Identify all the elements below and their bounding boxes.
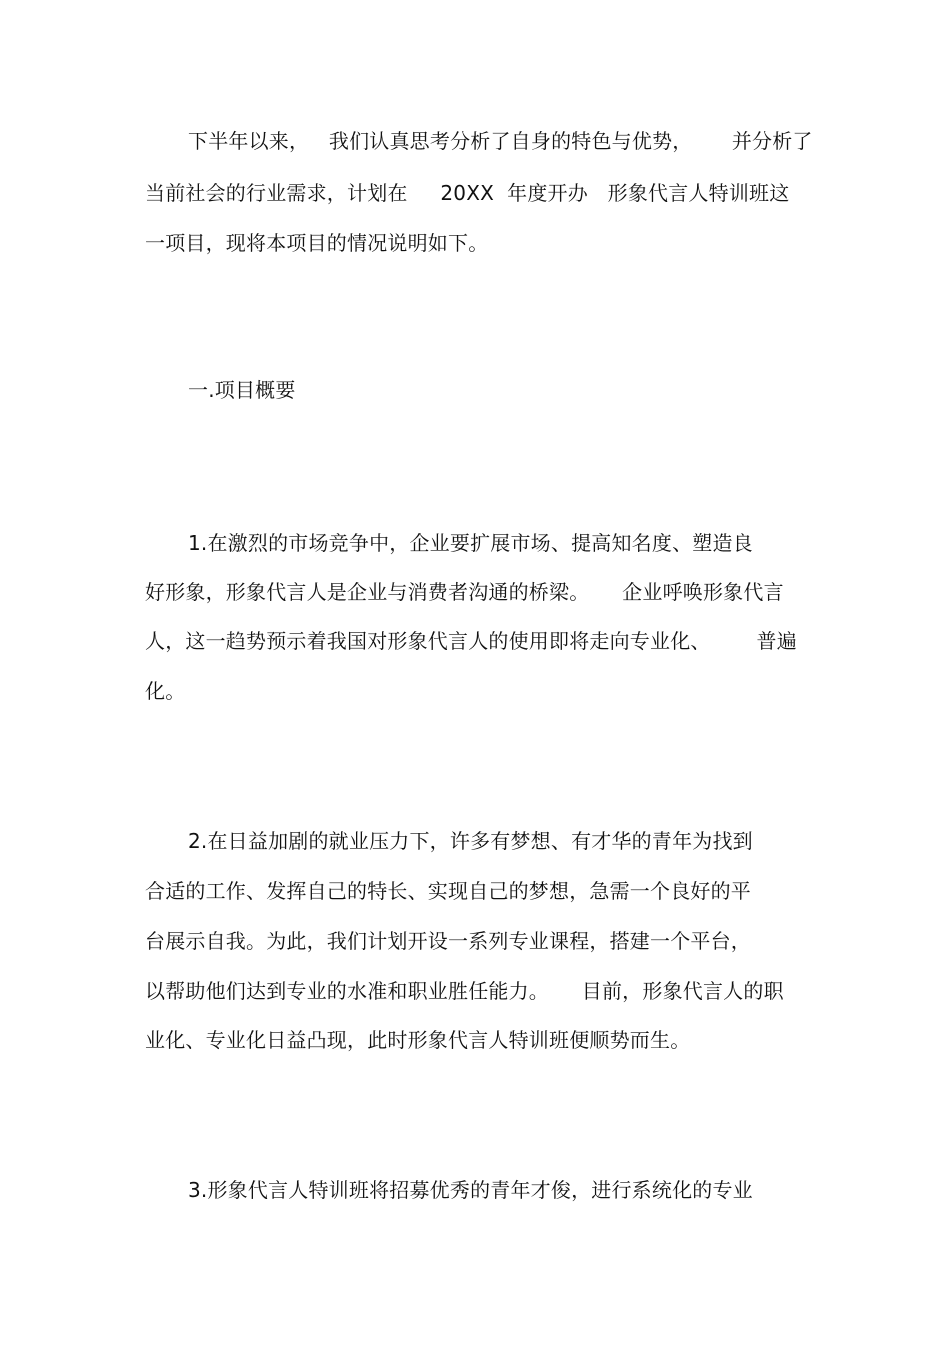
intro-line-3: 一项目，现将本项目的情况说明如下。 — [145, 231, 489, 255]
item2-line-1: 2.在日益加剧的就业压力下，许多有梦想、有才华的青年为找到 — [188, 829, 753, 853]
item2-line-4: 以帮助他们达到专业的水准和职业胜任能力。 目前，形象代言人的职 — [145, 979, 784, 1003]
intro-line-2: 当前社会的行业需求，计划在 20XX 年度开办 形象代言人特训班这 — [145, 181, 790, 205]
item1-line-3: 人，这一趋势预示着我国对形象代言人的使用即将走向专业化、 普遍 — [145, 629, 797, 653]
item1-line-4: 化。 — [145, 679, 186, 703]
item2-line-5: 业化、专业化日益凸现，此时形象代言人特训班便顺势而生。 — [145, 1028, 691, 1052]
section-heading: 一.项目概要 — [188, 378, 296, 402]
intro-line-1: 下半年以来， 我们认真思考分析了自身的特色与优势， 并分析了 — [188, 129, 813, 153]
item2-line-2: 合适的工作、发挥自己的特长、实现自己的梦想，急需一个良好的平 — [145, 879, 751, 903]
item1-line-1: 1.在激烈的市场竞争中，企业要扩展市场、提高知名度、塑造良 — [188, 531, 753, 555]
item1-line-2: 好形象，形象代言人是企业与消费者沟通的桥梁。 企业呼唤形象代言 — [145, 580, 784, 604]
item3-line-1: 3.形象代言人特训班将招募优秀的青年才俊，进行系统化的专业 — [188, 1178, 753, 1202]
item2-line-3: 台展示自我。为此，我们计划开设一系列专业课程，搭建一个平台， — [145, 929, 751, 953]
